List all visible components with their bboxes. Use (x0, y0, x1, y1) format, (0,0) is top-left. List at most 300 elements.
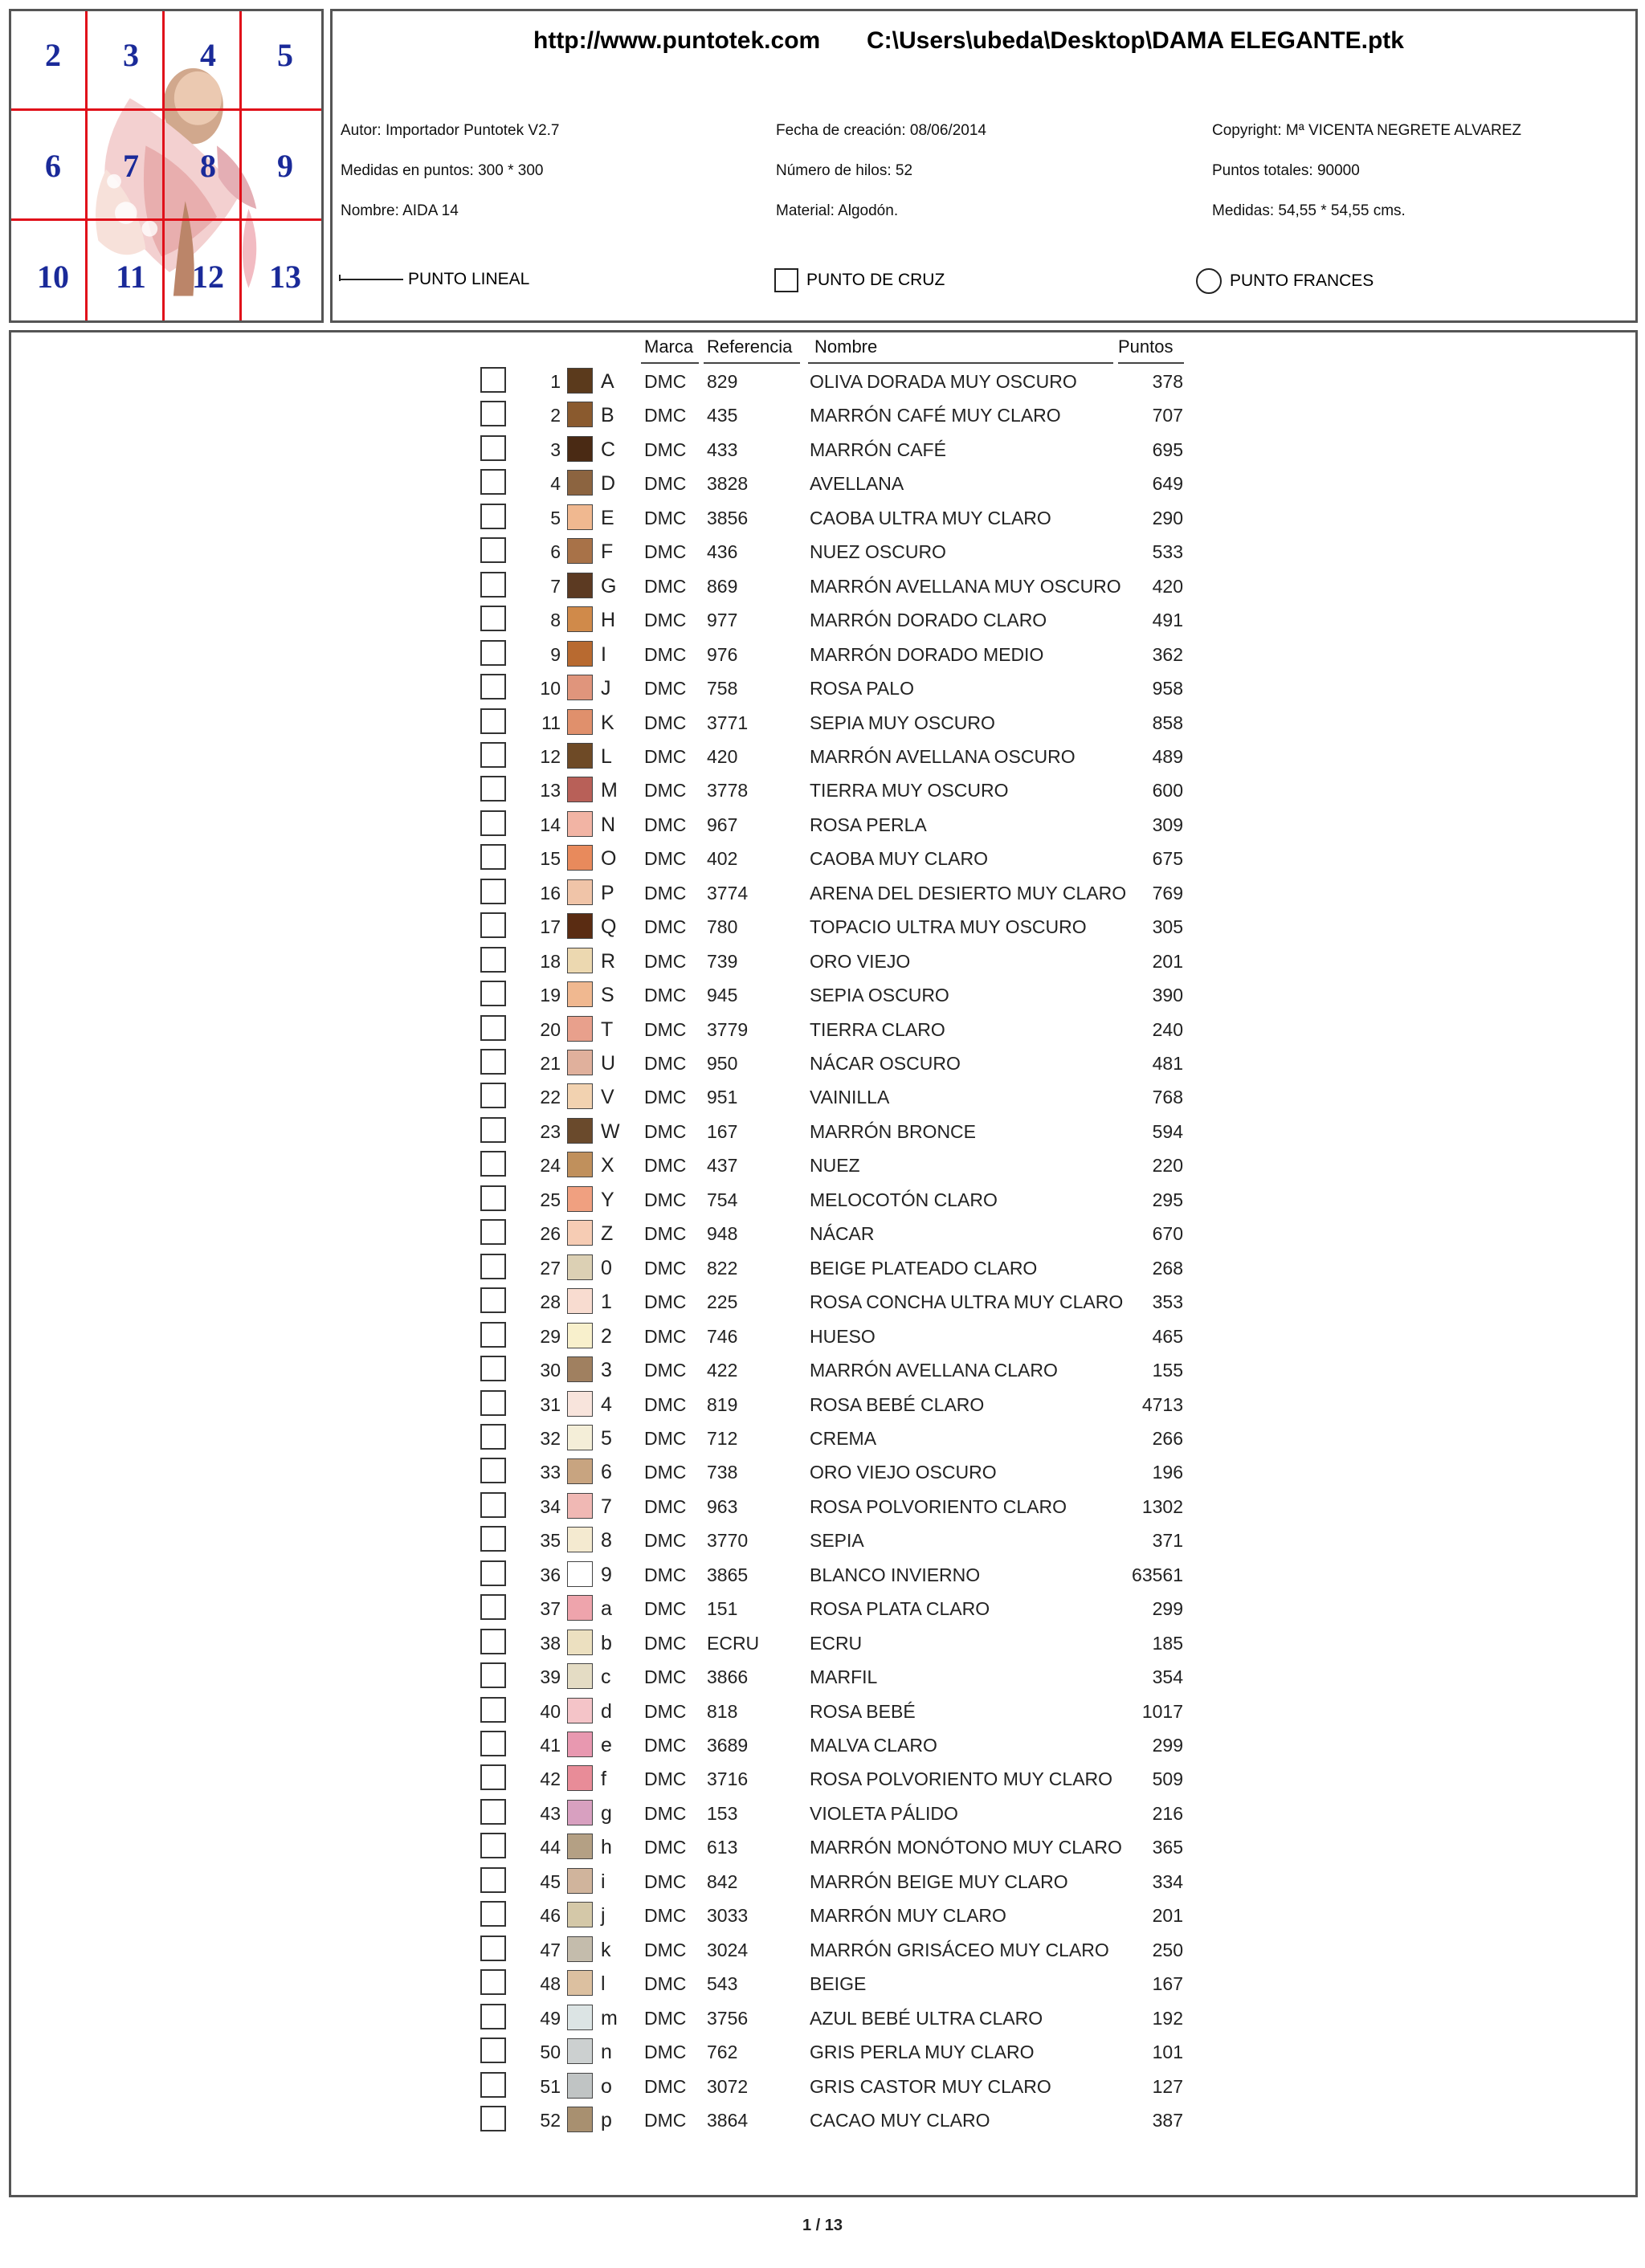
row-checkbox[interactable] (480, 1833, 506, 1858)
row-brand: DMC (644, 1325, 687, 1347)
page-indicator: 1 / 13 (802, 2217, 843, 2234)
row-checkbox[interactable] (480, 844, 506, 870)
row-points: 378 (1152, 371, 1183, 392)
row-checkbox[interactable] (480, 1015, 506, 1041)
row-checkbox[interactable] (480, 810, 506, 836)
row-reference: 3778 (707, 780, 749, 802)
row-points: 63561 (1132, 1564, 1183, 1585)
color-swatch (567, 2073, 593, 2099)
color-swatch (567, 1391, 593, 1417)
row-brand: DMC (644, 439, 687, 460)
row-checkbox[interactable] (480, 674, 506, 700)
row-brand: DMC (644, 814, 687, 835)
row-points: 305 (1152, 916, 1183, 938)
color-swatch (567, 2005, 593, 2030)
grid-page-number[interactable]: 9 (277, 148, 293, 184)
table-row (0, 1489, 1645, 1523)
row-symbol: D (601, 472, 616, 496)
color-swatch (567, 913, 593, 939)
row-name: SEPIA MUY OSCURO (810, 712, 995, 733)
row-number: 20 (540, 1018, 561, 1040)
row-reference: 818 (707, 1700, 738, 1722)
color-swatch (567, 368, 593, 394)
row-symbol: K (601, 711, 614, 734)
row-number: 2 (550, 405, 561, 426)
row-reference: 869 (707, 575, 738, 597)
color-swatch (567, 1356, 593, 1382)
row-checkbox[interactable] (480, 1322, 506, 1348)
row-name: MARRÓN AVELLANA MUY OSCURO (810, 575, 1121, 597)
row-brand: DMC (644, 1155, 687, 1177)
row-points: 290 (1152, 507, 1183, 528)
row-checkbox[interactable] (480, 1390, 506, 1416)
row-brand: DMC (644, 473, 687, 495)
row-points: 768 (1152, 1087, 1183, 1108)
row-reference: 433 (707, 439, 738, 460)
row-symbol: 6 (601, 1461, 612, 1484)
row-checkbox[interactable] (480, 640, 506, 666)
row-number: 6 (550, 541, 561, 563)
row-number: 31 (540, 1393, 561, 1415)
row-points: 533 (1152, 541, 1183, 563)
row-checkbox[interactable] (480, 1662, 506, 1688)
row-brand: DMC (644, 1666, 687, 1688)
row-checkbox[interactable] (480, 1936, 506, 1961)
color-swatch (567, 573, 593, 598)
fecha-creacion: Fecha de creación: 08/06/2014 (776, 122, 986, 139)
row-brand: DMC (644, 1427, 687, 1449)
row-reference: 976 (707, 643, 738, 665)
table-row (0, 432, 1645, 466)
row-symbol: R (601, 949, 616, 973)
color-swatch (567, 1970, 593, 1996)
row-points: 354 (1152, 1666, 1183, 1688)
row-number: 14 (540, 814, 561, 835)
row-checkbox[interactable] (480, 1185, 506, 1211)
row-name: NUEZ OSCURO (810, 541, 946, 563)
row-name: VIOLETA PÁLIDO (810, 1802, 958, 1824)
grid-page-number[interactable]: 10 (37, 259, 69, 295)
row-symbol: b (601, 1631, 612, 1654)
row-checkbox[interactable] (480, 1492, 506, 1518)
row-name: ECRU (810, 1632, 863, 1654)
grid-page-number[interactable]: 7 (123, 148, 139, 184)
table-row (0, 364, 1645, 398)
row-brand: DMC (644, 1700, 687, 1722)
row-brand: DMC (644, 1598, 687, 1620)
row-symbol: 1 (601, 1291, 612, 1314)
row-number: 42 (540, 1768, 561, 1790)
row-brand: DMC (644, 1291, 687, 1313)
row-reference: 435 (707, 405, 738, 426)
row-reference: 712 (707, 1427, 738, 1449)
row-symbol: L (601, 744, 612, 768)
grid-page-number[interactable]: 4 (200, 37, 216, 73)
row-reference: 819 (707, 1393, 738, 1415)
row-name: BEIGE (810, 1973, 867, 1995)
row-symbol: 8 (601, 1529, 612, 1552)
row-brand: DMC (644, 1189, 687, 1210)
row-brand: DMC (644, 1495, 687, 1517)
row-reference: 436 (707, 541, 738, 563)
row-symbol: I (601, 642, 606, 666)
table-row (0, 1694, 1645, 1728)
row-points: 220 (1152, 1155, 1183, 1177)
row-checkbox[interactable] (480, 981, 506, 1006)
nombre-tela: Nombre: AIDA 14 (341, 202, 459, 219)
row-name: MARRÓN DORADO CLARO (810, 610, 1047, 631)
table-row (0, 1421, 1645, 1454)
row-symbol: e (601, 1734, 612, 1756)
table-row (0, 1387, 1645, 1421)
row-name: ROSA PLATA CLARO (810, 1598, 990, 1620)
row-brand: DMC (644, 1870, 687, 1892)
color-swatch (567, 1458, 593, 1484)
row-reference: 225 (707, 1291, 738, 1313)
row-checkbox[interactable] (480, 879, 506, 904)
table-row (0, 705, 1645, 739)
grid-page-number[interactable]: 11 (116, 259, 146, 295)
color-swatch (567, 1016, 593, 1042)
row-reference: 977 (707, 610, 738, 631)
color-swatch (567, 1186, 593, 1212)
row-points: 266 (1152, 1427, 1183, 1449)
row-brand: DMC (644, 1120, 687, 1142)
row-number: 35 (540, 1530, 561, 1552)
row-checkbox[interactable] (480, 2106, 506, 2131)
grid-line (85, 11, 88, 320)
row-brand: DMC (644, 643, 687, 665)
row-checkbox[interactable] (480, 1117, 506, 1143)
row-points: 489 (1152, 745, 1183, 767)
grid-line (239, 11, 242, 320)
row-number: 47 (540, 1939, 561, 1960)
color-swatch (567, 1254, 593, 1280)
row-number: 48 (540, 1973, 561, 1995)
row-brand: DMC (644, 950, 687, 972)
row-checkbox[interactable] (480, 1764, 506, 1790)
row-name: SEPIA OSCURO (810, 985, 949, 1006)
color-swatch (567, 1323, 593, 1348)
header-marca: Marca (644, 337, 694, 357)
row-symbol: c (601, 1666, 611, 1689)
table-row (0, 466, 1645, 500)
row-checkbox[interactable] (480, 367, 506, 393)
color-swatch (567, 675, 593, 700)
row-reference: 543 (707, 1973, 738, 1995)
square-icon (774, 268, 798, 292)
medidas-puntos: Medidas en puntos: 300 * 300 (341, 162, 544, 179)
row-symbol: N (601, 813, 616, 836)
row-checkbox[interactable] (480, 2004, 506, 2029)
row-brand: DMC (644, 1053, 687, 1074)
row-number: 23 (540, 1120, 561, 1142)
row-symbol: k (601, 1938, 611, 1961)
grid-page-number[interactable]: 6 (45, 148, 61, 184)
row-checkbox[interactable] (480, 1799, 506, 1825)
row-brand: DMC (644, 1632, 687, 1654)
row-number: 9 (550, 643, 561, 665)
row-number: 25 (540, 1189, 561, 1210)
row-name: MARRÓN DORADO MEDIO (810, 643, 1044, 665)
row-checkbox[interactable] (480, 1867, 506, 1893)
table-row (0, 637, 1645, 671)
color-swatch (567, 709, 593, 735)
table-row (0, 1046, 1645, 1079)
row-points: 465 (1152, 1325, 1183, 1347)
row-name: ROSA CONCHA ULTRA MUY CLARO (810, 1291, 1124, 1313)
color-swatch (567, 538, 593, 564)
color-swatch (567, 1220, 593, 1246)
row-checkbox[interactable] (480, 435, 506, 461)
table-row (0, 1796, 1645, 1829)
grid-page-number[interactable]: 12 (192, 259, 224, 295)
row-points: 707 (1152, 405, 1183, 426)
row-name: CAOBA MUY CLARO (810, 848, 988, 870)
row-brand: DMC (644, 1802, 687, 1824)
table-row (0, 534, 1645, 568)
row-brand: DMC (644, 1939, 687, 1960)
legend-label: PUNTO LINEAL (408, 270, 530, 288)
table-row (0, 2001, 1645, 2034)
row-number: 27 (540, 1257, 561, 1279)
row-points: 201 (1152, 1905, 1183, 1927)
row-checkbox[interactable] (480, 1287, 506, 1313)
row-brand: DMC (644, 1768, 687, 1790)
row-name: ORO VIEJO OSCURO (810, 1462, 997, 1483)
row-points: 240 (1152, 1018, 1183, 1040)
row-symbol: Y (601, 1188, 614, 1211)
row-symbol: o (601, 2074, 612, 2098)
row-points: 420 (1152, 575, 1183, 597)
table-row (0, 1250, 1645, 1284)
row-checkbox[interactable] (480, 537, 506, 563)
row-reference: 422 (707, 1360, 738, 1381)
row-symbol: j (601, 1904, 606, 1927)
row-reference: 951 (707, 1087, 738, 1108)
color-swatch (567, 1698, 593, 1723)
row-points: 769 (1152, 882, 1183, 904)
table-row (0, 602, 1645, 636)
row-symbol: V (601, 1086, 614, 1109)
row-checkbox[interactable] (480, 606, 506, 631)
row-number: 4 (550, 473, 561, 495)
row-checkbox[interactable] (480, 947, 506, 973)
row-reference: 746 (707, 1325, 738, 1347)
table-row (0, 773, 1645, 806)
row-name: NUEZ (810, 1155, 860, 1177)
table-row (0, 944, 1645, 977)
grid-page-number[interactable]: 5 (277, 37, 293, 73)
row-name: MARRÓN BEIGE MUY CLARO (810, 1870, 1068, 1892)
color-swatch (567, 1595, 593, 1621)
circle-icon (1196, 268, 1222, 294)
row-checkbox[interactable] (480, 1594, 506, 1620)
grid-page-number[interactable]: 2 (45, 37, 61, 73)
row-checkbox[interactable] (480, 1697, 506, 1723)
legend-punto-lineal (339, 270, 529, 289)
row-brand: DMC (644, 405, 687, 426)
row-checkbox[interactable] (480, 572, 506, 598)
grid-page-number[interactable]: 13 (269, 259, 301, 295)
file-path: C:\Users\ubeda\Desktop\DAMA ELEGANTE.ptk (867, 27, 1404, 54)
row-number: 8 (550, 610, 561, 631)
row-number: 24 (540, 1155, 561, 1177)
row-name: MARRÓN MONÓTONO MUY CLARO (810, 1837, 1122, 1858)
row-checkbox[interactable] (480, 1969, 506, 1995)
row-checkbox[interactable] (480, 1731, 506, 1756)
row-points: 201 (1152, 950, 1183, 972)
row-checkbox[interactable] (480, 1151, 506, 1177)
row-reference: 420 (707, 745, 738, 767)
row-number: 28 (540, 1291, 561, 1313)
row-symbol: B (601, 404, 614, 427)
row-reference: 3865 (707, 1564, 749, 1585)
row-checkbox[interactable] (480, 469, 506, 495)
row-points: 858 (1152, 712, 1183, 733)
row-symbol: Z (601, 1222, 614, 1246)
row-brand: DMC (644, 1735, 687, 1756)
color-swatch (567, 1493, 593, 1519)
table-row (0, 1148, 1645, 1181)
row-checkbox[interactable] (480, 2038, 506, 2063)
color-swatch (567, 777, 593, 802)
row-checkbox[interactable] (480, 776, 506, 802)
row-name: MARRÓN MUY CLARO (810, 1905, 1006, 1927)
row-checkbox[interactable] (480, 1560, 506, 1586)
row-brand: DMC (644, 2075, 687, 2097)
color-swatch (567, 2038, 593, 2064)
row-reference: 754 (707, 1189, 738, 1210)
table-row (0, 1182, 1645, 1216)
row-name: ARENA DEL DESIERTO MUY CLARO (810, 882, 1127, 904)
table-row (0, 1352, 1645, 1386)
row-name: MARFIL (810, 1666, 878, 1688)
row-checkbox[interactable] (480, 1901, 506, 1927)
row-brand: DMC (644, 507, 687, 528)
row-symbol: 4 (601, 1393, 612, 1416)
row-points: 127 (1152, 2075, 1183, 2097)
row-checkbox[interactable] (480, 1458, 506, 1483)
row-name: MARRÓN GRISÁCEO MUY CLARO (810, 1939, 1109, 1960)
row-name: ORO VIEJO (810, 950, 911, 972)
row-symbol: 9 (601, 1563, 612, 1586)
table-row (0, 1012, 1645, 1046)
row-checkbox[interactable] (480, 1526, 506, 1552)
row-name: BEIGE PLATEADO CLARO (810, 1257, 1038, 1279)
row-reference: 3771 (707, 712, 749, 733)
row-name: MARRÓN AVELLANA OSCURO (810, 745, 1076, 767)
row-name: ROSA POLVORIENTO MUY CLARO (810, 1768, 1113, 1790)
row-brand: DMC (644, 610, 687, 631)
table-row (0, 1557, 1645, 1591)
row-checkbox[interactable] (480, 1049, 506, 1075)
numero-hilos: Número de hilos: 52 (776, 162, 913, 179)
row-brand: DMC (644, 1530, 687, 1552)
grid-page-number[interactable]: 8 (200, 148, 216, 184)
row-symbol: W (601, 1120, 620, 1143)
row-checkbox[interactable] (480, 1254, 506, 1279)
row-brand: DMC (644, 371, 687, 392)
row-symbol: 3 (601, 1359, 612, 1382)
row-reference: 3856 (707, 507, 749, 528)
legend-label: PUNTO DE CRUZ (806, 271, 945, 289)
row-checkbox[interactable] (480, 1083, 506, 1108)
grid-page-number[interactable]: 3 (123, 37, 139, 73)
row-symbol: P (601, 881, 614, 904)
table-row (0, 1761, 1645, 1795)
legend-punto-cruz (774, 268, 945, 292)
table-row (0, 875, 1645, 909)
row-symbol: T (601, 1018, 614, 1041)
row-brand: DMC (644, 1223, 687, 1245)
row-number: 18 (540, 950, 561, 972)
row-checkbox[interactable] (480, 1219, 506, 1245)
row-number: 40 (540, 1700, 561, 1722)
legend-label: PUNTO FRANCES (1230, 271, 1374, 290)
row-symbol: Q (601, 916, 617, 939)
row-name: ROSA PERLA (810, 814, 927, 835)
table-row (0, 1932, 1645, 1966)
row-points: 299 (1152, 1735, 1183, 1756)
row-checkbox[interactable] (480, 504, 506, 529)
color-swatch (567, 1425, 593, 1450)
row-reference: 967 (707, 814, 738, 835)
row-name: ROSA BEBÉ (810, 1700, 916, 1722)
row-reference: 3024 (707, 1939, 749, 1960)
row-checkbox[interactable] (480, 2072, 506, 2098)
row-points: 481 (1152, 1053, 1183, 1074)
table-row (0, 1079, 1645, 1113)
row-checkbox[interactable] (480, 1424, 506, 1450)
row-checkbox[interactable] (480, 1629, 506, 1654)
row-name: SEPIA (810, 1530, 864, 1552)
row-checkbox[interactable] (480, 401, 506, 426)
row-symbol: X (601, 1154, 614, 1177)
table-row (0, 1319, 1645, 1352)
color-swatch (567, 1902, 593, 1927)
color-swatch (567, 402, 593, 427)
row-brand: DMC (644, 1837, 687, 1858)
row-checkbox[interactable] (480, 708, 506, 734)
row-reference: 3828 (707, 473, 749, 495)
color-swatch (567, 606, 593, 632)
row-checkbox[interactable] (480, 742, 506, 768)
row-checkbox[interactable] (480, 912, 506, 938)
row-number: 52 (540, 2109, 561, 2131)
row-number: 11 (541, 712, 561, 733)
site-url[interactable]: http://www.puntotek.com (533, 27, 821, 54)
row-number: 17 (540, 916, 561, 938)
row-reference: 151 (707, 1598, 738, 1620)
row-checkbox[interactable] (480, 1356, 506, 1381)
row-points: 371 (1152, 1530, 1183, 1552)
row-reference: 402 (707, 848, 738, 870)
color-swatch (567, 1288, 593, 1314)
row-symbol: p (601, 2108, 612, 2131)
row-reference: 3072 (707, 2075, 749, 2097)
row-number: 34 (540, 1495, 561, 1517)
row-number: 43 (540, 1802, 561, 1824)
row-brand: DMC (644, 1973, 687, 1995)
row-name: MELOCOTÓN CLARO (810, 1189, 998, 1210)
color-swatch (567, 2107, 593, 2132)
table-row (0, 1966, 1645, 2000)
row-number: 15 (540, 848, 561, 870)
row-points: 695 (1152, 439, 1183, 460)
table-row (0, 1523, 1645, 1556)
color-swatch (567, 1118, 593, 1144)
